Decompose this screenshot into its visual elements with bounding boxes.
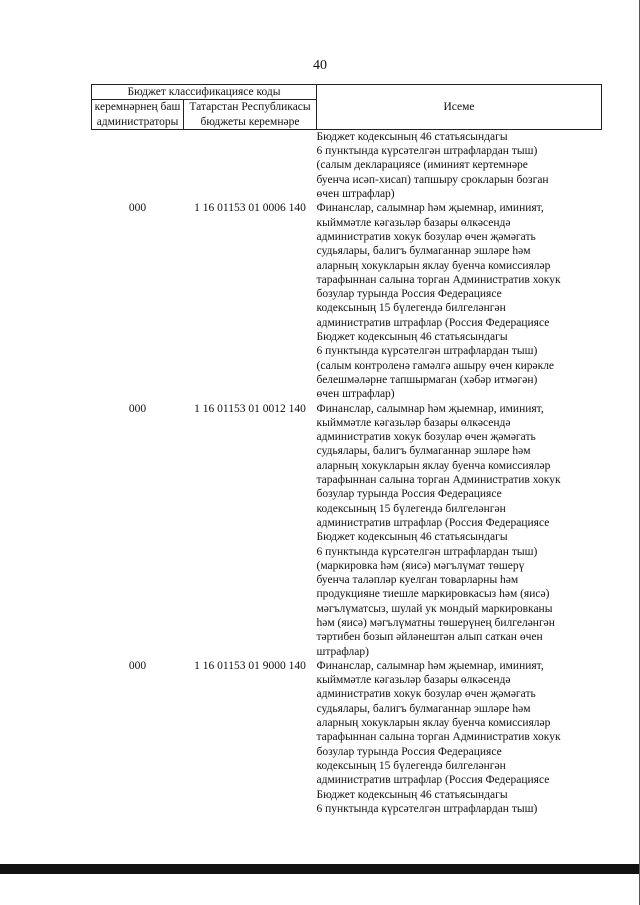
revenue-code-cell: 1 16 01153 01 0006 140 — [194, 202, 306, 215]
admin-code-cell: 000 — [128, 659, 147, 672]
admin-code-cell — [92, 129, 184, 201]
name-line: Финанслар, салымнар һәм җыемнар, иминият, — [316, 402, 544, 415]
budget-classification-table — [91, 84, 602, 816]
name-line: кыйммәтле кәгазьләр базары өлкәсендә — [316, 416, 511, 429]
name-line: административ штрафлар (Россия Федерациясе — [316, 774, 550, 787]
name-line: кодексының 15 бүлегендә билгеләнгән — [316, 502, 506, 515]
name-cell — [317, 659, 602, 816]
admin-code-cell: 000 — [128, 202, 147, 215]
name-line: өчен штрафлар) — [316, 388, 395, 401]
name-line: 6 пунктында күрсәтелгән штрафлардан тыш) — [316, 802, 538, 815]
name-line: судьялары, балигъ булмаганнар эшләре һәм — [316, 445, 531, 458]
name-line: аларның хокукларын яклау буенча комиссияләр — [316, 717, 551, 730]
header-chief-administrator: керемнәрнең баш администраторы — [92, 100, 184, 130]
name-line: Финанслар, салымнар һәм җыемнар, иминият, — [316, 659, 544, 672]
name-line: бозулар турында Россия Федерациясе — [316, 745, 502, 758]
table-header — [92, 85, 602, 130]
name-line: судьялары, балигъ булмаганнар эшләре һәм — [316, 702, 531, 715]
name-line: Бюджет кодексының 46 статьясындагы — [316, 788, 508, 801]
name-line: һәм (яисә) мәгълүматны төшерүнең билгеләнгән — [316, 616, 555, 629]
header-code-group: Бюджет классификациясе коды — [92, 85, 317, 100]
name-line: аларның хокукларын яклау буенча комиссияләр — [316, 259, 551, 272]
name-line: Бюджет кодексының 46 статьясындагы — [316, 331, 508, 344]
name-line: бозулар турында Россия Федерациясе — [316, 288, 502, 301]
name-line: продукцияне тиешле маркировкасыз һәм (яисә) — [316, 588, 550, 601]
name-line: буенча таләпләр куелган товарларны һәм — [316, 574, 519, 587]
name-line: административ хокук бозулар өчен җәмәгать — [316, 688, 536, 701]
table-row — [92, 659, 602, 816]
revenue-code-cell: 1 16 01153 01 9000 140 — [194, 659, 306, 672]
name-line: аларның хокукларын яклау буенча комиссияләр — [316, 459, 551, 472]
name-line: кодексының 15 бүлегендә билгеләнгән — [316, 759, 506, 772]
name-line: (салым декларациясе (иминият кертемнәре — [316, 159, 528, 172]
admin-code-cell: 000 — [128, 402, 147, 415]
name-cell — [317, 129, 602, 201]
name-line: 6 пунктында күрсәтелгән штрафлардан тыш) — [316, 345, 538, 358]
name-cell — [317, 402, 602, 659]
name-line: (маркировка һәм (яисә) мәгълүмат төшерү — [316, 559, 525, 572]
name-line: мәгълүматсыз, шулай ук мондый маркировканы — [316, 602, 553, 615]
page-number: 40 — [313, 58, 327, 73]
name-line: тарафыннан салына торган Административ хокук — [316, 474, 561, 487]
name-line: Бюджет кодексының 46 статьясындагы — [316, 531, 508, 544]
header-name: Исеме — [317, 85, 602, 130]
table-row — [92, 201, 602, 401]
name-line: административ хокук бозулар өчен җәмәгать — [316, 230, 536, 243]
name-line: административ штрафлар (Россия Федерациясе — [316, 516, 550, 529]
name-line: тарафыннан салына торган Административ хокук — [316, 731, 561, 744]
name-line: (салым контроленә гамәлгә ашыру өчен кирәкле — [316, 359, 555, 372]
name-line: Бюджет кодексының 46 статьясындагы — [316, 130, 508, 143]
name-cell — [317, 201, 602, 401]
header-budget-revenue: Татарстан Республикасы бюджеты керемнәре — [184, 100, 317, 130]
revenue-code-cell — [184, 129, 317, 201]
name-line: Финанслар, салымнар һәм җыемнар, иминият, — [316, 202, 544, 215]
name-line: кыйммәтле кәгазьләр базары өлкәсендә — [316, 674, 511, 687]
name-line: белешмәләрне тапшырмаган (хәбәр итмәгән) — [316, 373, 538, 386]
name-line: судьялары, балигъ булмаганнар эшләре һәм — [316, 245, 531, 258]
name-line: 6 пунктында күрсәтелгән штрафлардан тыш) — [316, 545, 538, 558]
table-row — [92, 402, 602, 659]
name-line: өчен штрафлар) — [316, 188, 395, 201]
name-line: 6 пунктында күрсәтелгән штрафлардан тыш) — [316, 145, 538, 158]
name-line: штрафлар) — [316, 645, 369, 658]
name-line: тәртибен бозып әйләнештән алып саткан өчен — [316, 631, 543, 644]
table-body — [92, 129, 602, 816]
name-line: тарафыннан салына торган Административ хокук — [316, 273, 561, 286]
name-line: буенча исәп-хисап) тапшыру срокларын бозган — [316, 173, 549, 186]
revenue-code-cell: 1 16 01153 01 0012 140 — [194, 402, 306, 415]
name-line: бозулар турында Россия Федерациясе — [316, 488, 502, 501]
table-row — [92, 129, 602, 201]
name-line: административ хокук бозулар өчен җәмәгать — [316, 431, 536, 444]
name-line: административ штрафлар (Россия Федерациясе — [316, 316, 550, 329]
name-line: кыйммәтле кәгазьләр базары өлкәсендә — [316, 216, 511, 229]
name-line: кодексының 15 бүлегендә билгеләнгән — [316, 302, 506, 315]
scan-bottom-bar — [0, 864, 640, 874]
